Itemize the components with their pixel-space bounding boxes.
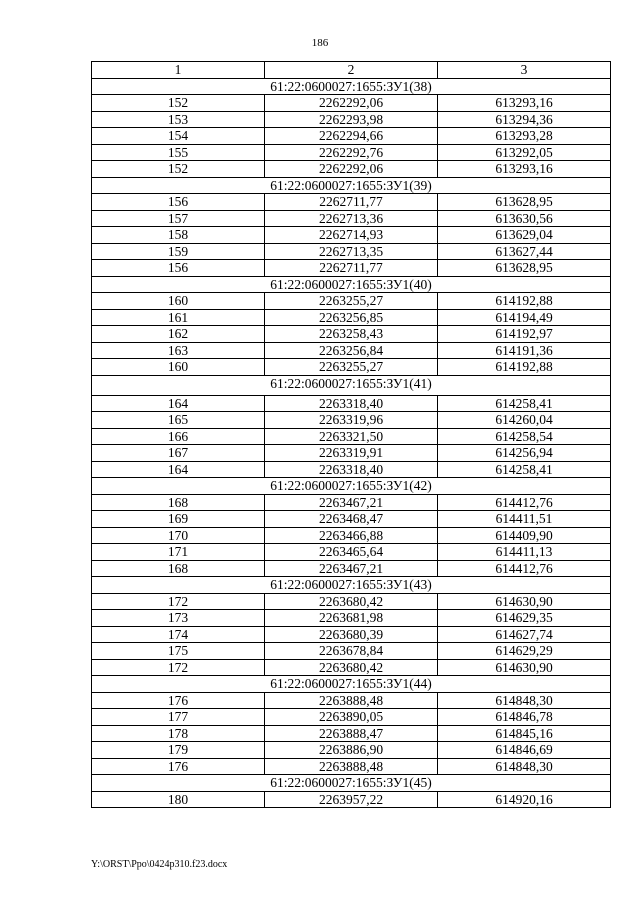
- y-coordinate-cell: 614845,16: [438, 725, 611, 742]
- header-cell-3: 3: [438, 62, 611, 79]
- table-row: [92, 692, 611, 709]
- point-number-cell: 172: [92, 593, 265, 610]
- section-title: 61:22:0600027:1655:ЗУ1(44): [92, 676, 611, 693]
- y-coordinate-cell: 614412,76: [438, 494, 611, 511]
- x-coordinate-cell: 2263678,84: [265, 643, 438, 660]
- table-row: [92, 709, 611, 726]
- x-coordinate-cell: 2263680,39: [265, 626, 438, 643]
- section-title: 61:22:0600027:1655:ЗУ1(43): [92, 577, 611, 594]
- point-number-cell: 163: [92, 342, 265, 359]
- x-coordinate-cell: 2263465,64: [265, 544, 438, 561]
- section-title-row: [92, 775, 611, 792]
- y-coordinate-cell: 614192,88: [438, 359, 611, 376]
- footer-file-path: Y:\ORST\Ppo\0424p310.f23.docx: [91, 859, 228, 870]
- point-number-cell: 152: [92, 161, 265, 178]
- point-number-cell: 155: [92, 144, 265, 161]
- y-coordinate-cell: 614191,36: [438, 342, 611, 359]
- y-coordinate-cell: 613629,04: [438, 227, 611, 244]
- point-number-cell: 180: [92, 791, 265, 808]
- table-row: [92, 260, 611, 277]
- point-number-cell: 157: [92, 210, 265, 227]
- y-coordinate-cell: 613628,95: [438, 260, 611, 277]
- table-row: [92, 243, 611, 260]
- x-coordinate-cell: 2263468,47: [265, 511, 438, 528]
- point-number-cell: 175: [92, 643, 265, 660]
- x-coordinate-cell: 2263467,21: [265, 560, 438, 577]
- point-number-cell: 176: [92, 692, 265, 709]
- table-row: [92, 412, 611, 429]
- point-number-cell: 173: [92, 610, 265, 627]
- y-coordinate-cell: 614629,35: [438, 610, 611, 627]
- x-coordinate-cell: 2263466,88: [265, 527, 438, 544]
- point-number-cell: 158: [92, 227, 265, 244]
- table-row: [92, 144, 611, 161]
- y-coordinate-cell: 613294,36: [438, 111, 611, 128]
- y-coordinate-cell: 614260,04: [438, 412, 611, 429]
- point-number-cell: 172: [92, 659, 265, 676]
- point-number-cell: 159: [92, 243, 265, 260]
- point-number-cell: 160: [92, 293, 265, 310]
- table-row: [92, 544, 611, 561]
- x-coordinate-cell: 2262711,77: [265, 194, 438, 211]
- point-number-cell: 156: [92, 194, 265, 211]
- point-number-cell: 154: [92, 128, 265, 145]
- x-coordinate-cell: 2262292,06: [265, 161, 438, 178]
- x-coordinate-cell: 2263256,85: [265, 309, 438, 326]
- x-coordinate-cell: 2263467,21: [265, 494, 438, 511]
- section-title-row: [92, 177, 611, 194]
- y-coordinate-cell: 613293,28: [438, 128, 611, 145]
- point-number-cell: 168: [92, 494, 265, 511]
- table-row: [92, 461, 611, 478]
- section-title-row: [92, 78, 611, 95]
- x-coordinate-cell: 2263681,98: [265, 610, 438, 627]
- point-number-cell: 160: [92, 359, 265, 376]
- table-row: [92, 95, 611, 112]
- header-cell-2: 2: [265, 62, 438, 79]
- x-coordinate-cell: 2263888,48: [265, 692, 438, 709]
- point-number-cell: 166: [92, 428, 265, 445]
- y-coordinate-cell: 614258,54: [438, 428, 611, 445]
- x-coordinate-cell: 2263888,48: [265, 758, 438, 775]
- point-number-cell: 167: [92, 445, 265, 462]
- table-row: [92, 293, 611, 310]
- table-row: [92, 643, 611, 660]
- x-coordinate-cell: 2263255,27: [265, 293, 438, 310]
- table-row: [92, 395, 611, 412]
- table-row: [92, 725, 611, 742]
- y-coordinate-cell: 614846,69: [438, 742, 611, 759]
- point-number-cell: 156: [92, 260, 265, 277]
- y-coordinate-cell: 614412,76: [438, 560, 611, 577]
- section-title-row: [92, 276, 611, 293]
- point-number-cell: 176: [92, 758, 265, 775]
- table-row: [92, 227, 611, 244]
- section-title: 61:22:0600027:1655:ЗУ1(45): [92, 775, 611, 792]
- section-title-row: [92, 577, 611, 594]
- section-title-row: [92, 375, 611, 395]
- table-header-row: [92, 62, 611, 79]
- point-number-cell: 162: [92, 326, 265, 343]
- x-coordinate-cell: 2263255,27: [265, 359, 438, 376]
- point-number-cell: 165: [92, 412, 265, 429]
- y-coordinate-cell: 614630,90: [438, 659, 611, 676]
- x-coordinate-cell: 2263258,43: [265, 326, 438, 343]
- y-coordinate-cell: 614630,90: [438, 593, 611, 610]
- table-row: [92, 326, 611, 343]
- y-coordinate-cell: 613293,16: [438, 95, 611, 112]
- y-coordinate-cell: 614846,78: [438, 709, 611, 726]
- y-coordinate-cell: 614848,30: [438, 758, 611, 775]
- y-coordinate-cell: 613627,44: [438, 243, 611, 260]
- table-row: [92, 128, 611, 145]
- x-coordinate-cell: 2263680,42: [265, 593, 438, 610]
- y-coordinate-cell: 614627,74: [438, 626, 611, 643]
- x-coordinate-cell: 2263888,47: [265, 725, 438, 742]
- table-row: [92, 610, 611, 627]
- x-coordinate-cell: 2263318,40: [265, 461, 438, 478]
- x-coordinate-cell: 2263890,05: [265, 709, 438, 726]
- y-coordinate-cell: 614258,41: [438, 461, 611, 478]
- y-coordinate-cell: 613628,95: [438, 194, 611, 211]
- y-coordinate-cell: 614409,90: [438, 527, 611, 544]
- section-title: 61:22:0600027:1655:ЗУ1(40): [92, 276, 611, 293]
- point-number-cell: 170: [92, 527, 265, 544]
- y-coordinate-cell: 614411,51: [438, 511, 611, 528]
- x-coordinate-cell: 2263319,91: [265, 445, 438, 462]
- table-row: [92, 659, 611, 676]
- section-title: 61:22:0600027:1655:ЗУ1(39): [92, 177, 611, 194]
- point-number-cell: 168: [92, 560, 265, 577]
- table-row: [92, 593, 611, 610]
- table-row: [92, 309, 611, 326]
- x-coordinate-cell: 2262714,93: [265, 227, 438, 244]
- x-coordinate-cell: 2263321,50: [265, 428, 438, 445]
- table-row: [92, 791, 611, 808]
- y-coordinate-cell: 613292,05: [438, 144, 611, 161]
- y-coordinate-cell: 614258,41: [438, 395, 611, 412]
- coordinates-table: [91, 61, 611, 808]
- y-coordinate-cell: 613630,56: [438, 210, 611, 227]
- x-coordinate-cell: 2262292,06: [265, 95, 438, 112]
- point-number-cell: 178: [92, 725, 265, 742]
- table-row: [92, 445, 611, 462]
- table-row: [92, 494, 611, 511]
- point-number-cell: 164: [92, 461, 265, 478]
- y-coordinate-cell: 614848,30: [438, 692, 611, 709]
- table-row: [92, 194, 611, 211]
- point-number-cell: 169: [92, 511, 265, 528]
- y-coordinate-cell: 614920,16: [438, 791, 611, 808]
- section-title: 61:22:0600027:1655:ЗУ1(38): [92, 78, 611, 95]
- y-coordinate-cell: 614192,88: [438, 293, 611, 310]
- section-title-row: [92, 676, 611, 693]
- page-number: 186: [311, 37, 329, 49]
- point-number-cell: 152: [92, 95, 265, 112]
- table-row: [92, 626, 611, 643]
- table-row: [92, 161, 611, 178]
- point-number-cell: 161: [92, 309, 265, 326]
- point-number-cell: 164: [92, 395, 265, 412]
- point-number-cell: 153: [92, 111, 265, 128]
- x-coordinate-cell: 2263256,84: [265, 342, 438, 359]
- x-coordinate-cell: 2262294,66: [265, 128, 438, 145]
- y-coordinate-cell: 614192,97: [438, 326, 611, 343]
- x-coordinate-cell: 2262713,35: [265, 243, 438, 260]
- header-cell-1: 1: [92, 62, 265, 79]
- section-title: 61:22:0600027:1655:ЗУ1(42): [92, 478, 611, 495]
- table-row: [92, 111, 611, 128]
- x-coordinate-cell: 2263319,96: [265, 412, 438, 429]
- x-coordinate-cell: 2263318,40: [265, 395, 438, 412]
- point-number-cell: 177: [92, 709, 265, 726]
- point-number-cell: 174: [92, 626, 265, 643]
- point-number-cell: 171: [92, 544, 265, 561]
- table-row: [92, 742, 611, 759]
- table-row: [92, 428, 611, 445]
- y-coordinate-cell: 614629,29: [438, 643, 611, 660]
- x-coordinate-cell: 2262713,36: [265, 210, 438, 227]
- section-title: 61:22:0600027:1655:ЗУ1(41): [92, 375, 611, 395]
- table-row: [92, 560, 611, 577]
- table-row: [92, 342, 611, 359]
- y-coordinate-cell: 614194,49: [438, 309, 611, 326]
- x-coordinate-cell: 2263957,22: [265, 791, 438, 808]
- table-row: [92, 511, 611, 528]
- table-row: [92, 527, 611, 544]
- section-title-row: [92, 478, 611, 495]
- y-coordinate-cell: 614411,13: [438, 544, 611, 561]
- x-coordinate-cell: 2262711,77: [265, 260, 438, 277]
- point-number-cell: 179: [92, 742, 265, 759]
- x-coordinate-cell: 2262292,76: [265, 144, 438, 161]
- x-coordinate-cell: 2262293,98: [265, 111, 438, 128]
- y-coordinate-cell: 613293,16: [438, 161, 611, 178]
- table-row: [92, 210, 611, 227]
- x-coordinate-cell: 2263886,90: [265, 742, 438, 759]
- table-row: [92, 359, 611, 376]
- x-coordinate-cell: 2263680,42: [265, 659, 438, 676]
- table-row: [92, 758, 611, 775]
- y-coordinate-cell: 614256,94: [438, 445, 611, 462]
